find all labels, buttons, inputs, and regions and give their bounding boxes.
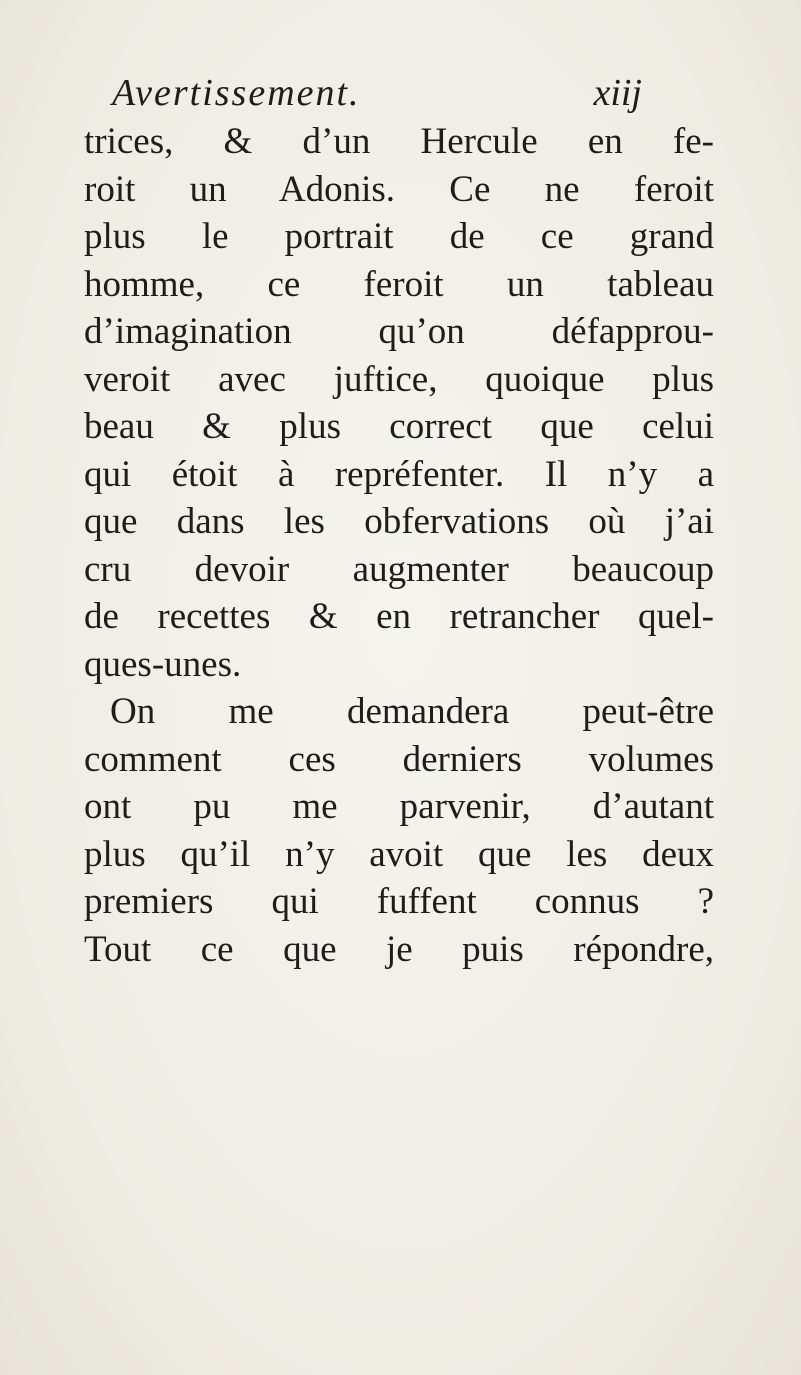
text-line: comment ces derniers volumes (84, 738, 714, 780)
text-line: roit un Adonis. Ce ne feroit (84, 168, 714, 210)
text-line: On me demandera peut-être (110, 691, 714, 732)
page-number: xiij (593, 72, 642, 114)
body-text (84, 118, 714, 973)
text-line: veroit avec juftice, quoique plus (84, 358, 714, 400)
running-head-title: Avertissement. (112, 72, 361, 114)
text-line: qui étoit à repréfenter. Il n’y a (84, 453, 714, 495)
text-line: plus qu’il n’y avoit que les deux (84, 833, 714, 875)
text-line: ques-unes. (84, 643, 242, 685)
text-line: que dans les obfervations où j’ai (84, 501, 714, 542)
text-line: homme, ce feroit un tableau (84, 263, 714, 305)
text-line: beau & plus correct que celui (84, 406, 714, 447)
text-line: premiers qui fuffent connus ? (84, 881, 714, 922)
running-head (112, 68, 642, 118)
text-line: plus le portrait de ce grand (84, 216, 714, 257)
text-line: d’imagination qu’on défapprou- (84, 311, 714, 352)
text-line: de recettes & en retrancher quel- (84, 596, 714, 637)
text-line: ont pu me parvenir, d’autant (84, 786, 714, 827)
text-line: trices, & d’un Hercule en fe- (84, 121, 714, 162)
text-line: Tout ce que je puis répondre, (84, 928, 714, 970)
text-line: cru devoir augmenter beaucoup (84, 548, 714, 590)
